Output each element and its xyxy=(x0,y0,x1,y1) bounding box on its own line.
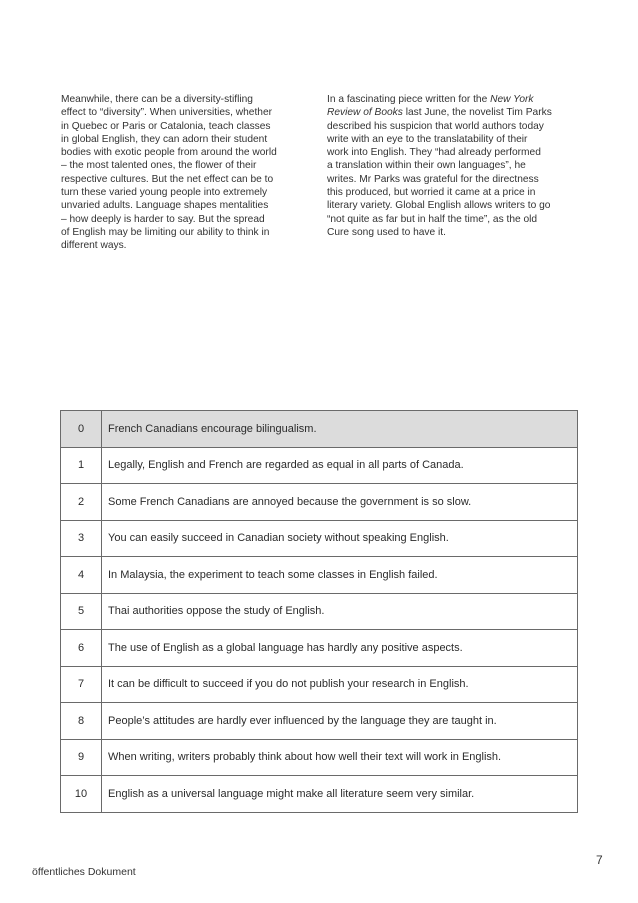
text-line: of English may be limiting our ability to think in xyxy=(61,226,270,238)
text-line: in global English, they can adorn their student xyxy=(61,133,268,145)
statement-row xyxy=(61,666,578,703)
publication-title: Review of Books xyxy=(327,107,403,119)
text-line: work into English. They “had already performed xyxy=(327,147,541,159)
statement-text: French Canadians encourage bilingualism. xyxy=(102,411,578,448)
right-paragraph xyxy=(327,93,577,239)
statement-row xyxy=(61,739,578,776)
statement-text: In Malaysia, the experiment to teach some classes in English failed. xyxy=(102,557,578,594)
statement-row xyxy=(61,447,578,484)
text-segment: In a fascinating piece written for the xyxy=(327,94,491,105)
statement-row xyxy=(61,776,578,813)
statement-number: 3 xyxy=(61,520,102,557)
text-line: writes. Mr Parks was grateful for the directness xyxy=(327,173,539,185)
text-line: different ways. xyxy=(61,240,127,252)
statement-number: 0 xyxy=(61,411,102,448)
statement-text: Legally, English and French are regarded as equal in all parts of Canada. xyxy=(102,447,578,484)
text-line: write with an eye to the translatability of their xyxy=(327,133,528,145)
statement-text: Some French Canadians are annoyed because the government is so slow. xyxy=(102,484,578,521)
statement-number: 7 xyxy=(61,666,102,703)
text-line: in Quebec or Paris or Catalonia, teach classes xyxy=(61,120,271,132)
statement-number: 2 xyxy=(61,484,102,521)
text-line: “not quite as far but in half the time”, as the old xyxy=(327,213,538,225)
statement-row-example xyxy=(61,411,578,448)
statement-row xyxy=(61,593,578,630)
statement-text: You can easily succeed in Canadian society without speaking English. xyxy=(102,520,578,557)
text-line: unvaried adults. Language shapes mentalities xyxy=(61,200,269,212)
statements-table xyxy=(60,410,578,813)
statement-number: 6 xyxy=(61,630,102,667)
text-line xyxy=(327,106,577,119)
text-line: turn these varied young people into extremely xyxy=(61,187,268,199)
statement-number: 4 xyxy=(61,557,102,594)
text-line xyxy=(327,93,577,106)
text-line: – the most talented ones, the flower of their xyxy=(61,160,257,172)
text-line: effect to “diversity”. When universities, whether xyxy=(61,107,273,119)
document-classification-label: öffentliches Dokument xyxy=(32,866,136,878)
statement-text: Thai authorities oppose the study of English. xyxy=(102,593,578,630)
text-segment: last June, the novelist Tim Parks xyxy=(402,107,552,119)
article-left-column xyxy=(61,93,311,253)
statement-number: 5 xyxy=(61,593,102,630)
text-line: bodies with exotic people from around the world xyxy=(61,147,277,159)
statement-row xyxy=(61,703,578,740)
statement-text: The use of English as a global language has hardly any positive aspects. xyxy=(102,630,578,667)
statement-row xyxy=(61,557,578,594)
publication-title: New York xyxy=(490,94,534,105)
text-line: Meanwhile, there can be a diversity-stifling xyxy=(61,94,253,105)
text-line: described his suspicion that world authors today xyxy=(327,120,544,132)
statement-row xyxy=(61,484,578,521)
text-line: respective cultures. But the net effect can be to xyxy=(61,173,274,185)
statement-number: 1 xyxy=(61,447,102,484)
statement-number: 9 xyxy=(61,739,102,776)
statement-text: When writing, writers probably think about how well their text will work in English. xyxy=(102,739,578,776)
statement-text: It can be difficult to succeed if you do not publish your research in English. xyxy=(102,666,578,703)
text-line: a translation within their own languages”, he xyxy=(327,160,526,172)
statement-row xyxy=(61,630,578,667)
statement-row xyxy=(61,520,578,557)
statement-text: People’s attitudes are hardly ever influenced by the language they are taught in. xyxy=(102,703,578,740)
text-line: literary variety. Global English allows writers to go xyxy=(327,200,551,212)
text-line: this produced, but worried it came at a price in xyxy=(327,187,536,199)
text-line: – how deeply is harder to say. But the spread xyxy=(61,213,265,225)
statement-number: 10 xyxy=(61,776,102,813)
statement-number: 8 xyxy=(61,703,102,740)
statement-text: English as a universal language might make all literature seem very similar. xyxy=(102,776,578,813)
article-right-column xyxy=(327,93,577,239)
page-number: 7 xyxy=(596,853,603,867)
text-line: Cure song used to have it. xyxy=(327,226,446,238)
left-paragraph xyxy=(61,93,311,253)
